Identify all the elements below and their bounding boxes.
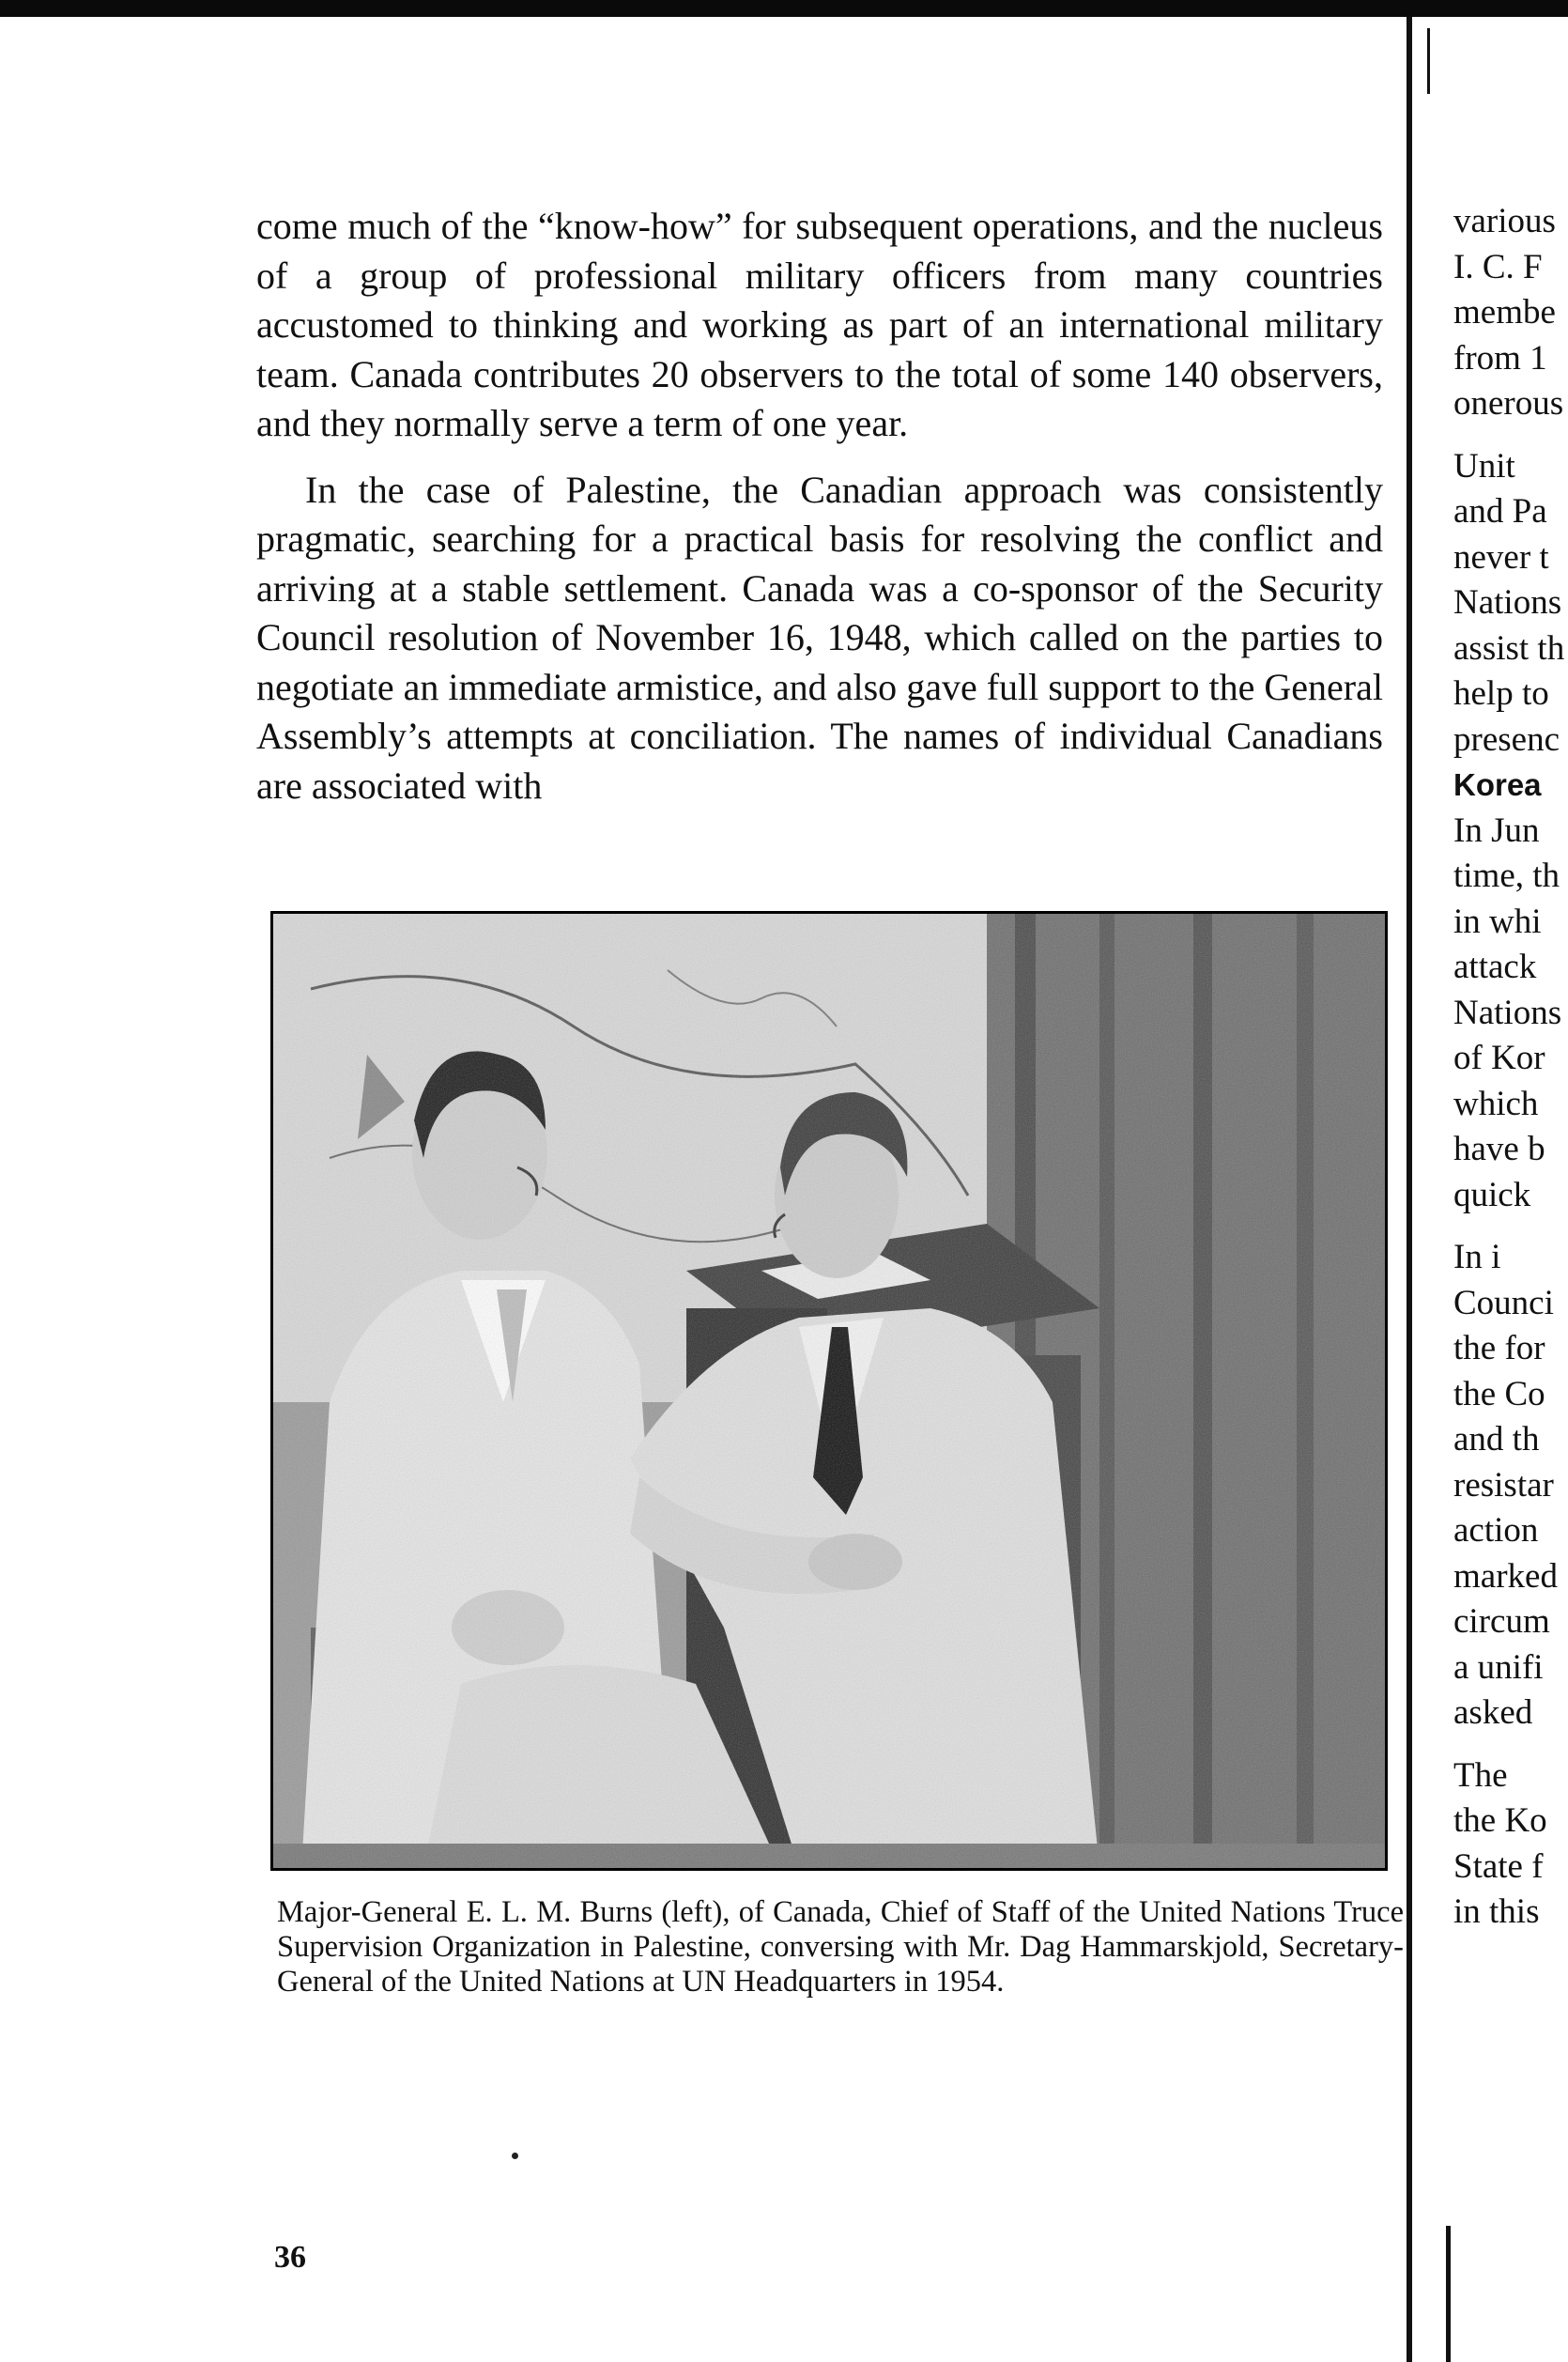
right-line: assist th — [1453, 628, 1565, 668]
right-line: help to — [1453, 674, 1549, 713]
right-line: and Pa — [1453, 492, 1547, 531]
paragraph-gap — [1453, 1218, 1568, 1235]
right-line: resistar — [1453, 1465, 1554, 1505]
right-line: Unit — [1453, 446, 1515, 486]
right-line: action — [1453, 1511, 1539, 1550]
right-line: the Co — [1453, 1374, 1545, 1413]
page-number: 36 — [274, 2240, 306, 2275]
right-line: asked — [1453, 1693, 1533, 1732]
right-line: in whi — [1453, 902, 1542, 941]
scan-speck — [512, 2153, 518, 2159]
right-line: the Ko — [1453, 1801, 1547, 1840]
right-column-cropped — [1453, 199, 1568, 1936]
paragraph-gap — [1453, 1737, 1568, 1753]
right-line: in this — [1453, 1892, 1540, 1931]
photograph-burns-hammarskjold — [270, 911, 1388, 1871]
right-line: never t — [1453, 537, 1549, 577]
right-line: which — [1453, 1084, 1539, 1123]
right-line: have b — [1453, 1130, 1545, 1168]
right-line: Nations — [1453, 993, 1562, 1032]
right-line: various — [1453, 202, 1556, 240]
scan-top-border — [0, 0, 1568, 17]
photo-caption: Major-General E. L. M. Burns (left), of Canada, Chief of Staff of the United Nations Truce Supervision Organization in Palestine, conversing with Mr. Dag Hammarskjold, Secretary-General of the United Nations at UN Headquarters in 1954. — [277, 1895, 1404, 1999]
right-line: In i — [1453, 1238, 1501, 1276]
right-line: Nations — [1453, 583, 1562, 622]
right-line: quick — [1453, 1175, 1531, 1214]
right-line: State f — [1453, 1846, 1544, 1886]
right-line: onerous — [1453, 384, 1564, 423]
paragraph-gap — [1453, 427, 1568, 444]
right-line: and th — [1453, 1420, 1540, 1459]
paragraph-2: In the case of Palestine, the Canadian approach was consistently pragmatic, searching for a practical basis for resolving the conflict and arriving at a stable settlement. Canada was a co-sponsor of the Security Council resolution of November 16, 1948, which called on the parties to negotiate an immediate armistice, and also gave full support to the General Assembly’s attempts at conciliation. The names of individual Canadians are associated with — [256, 468, 1383, 807]
right-line: circum — [1453, 1602, 1550, 1641]
right-line: time, th — [1453, 857, 1560, 895]
right-line: from 1 — [1453, 338, 1547, 378]
right-line: of Kor — [1453, 1039, 1545, 1077]
right-line: I. C. F — [1453, 247, 1543, 286]
right-line: In Jun — [1453, 810, 1540, 850]
right-line: membe — [1453, 293, 1556, 332]
photo-illustration — [273, 914, 1385, 1868]
right-line: marked — [1453, 1556, 1558, 1596]
page-gutter — [1407, 17, 1412, 2362]
right-line: the for — [1453, 1329, 1545, 1367]
right-line: a unifi — [1453, 1647, 1544, 1687]
right-line: attack — [1453, 948, 1537, 986]
section-heading-korea: Korea — [1453, 767, 1542, 802]
right-line: Counci — [1453, 1283, 1554, 1322]
right-line: The — [1453, 1755, 1508, 1795]
left-column — [256, 202, 1383, 810]
page-gutter-mark — [1446, 2226, 1451, 2362]
page-gutter-mark — [1427, 28, 1430, 94]
paragraph-1: come much of the “know-how” for subsequent operations, and the nucleus of a group of professional military officers from many countries accustomed to thinking and working as part of an international military team. Canada contributes 20 observers to the total of some 140 observers, and they normally serve a term of one year. — [256, 205, 1383, 444]
right-line: presenc — [1453, 719, 1560, 759]
